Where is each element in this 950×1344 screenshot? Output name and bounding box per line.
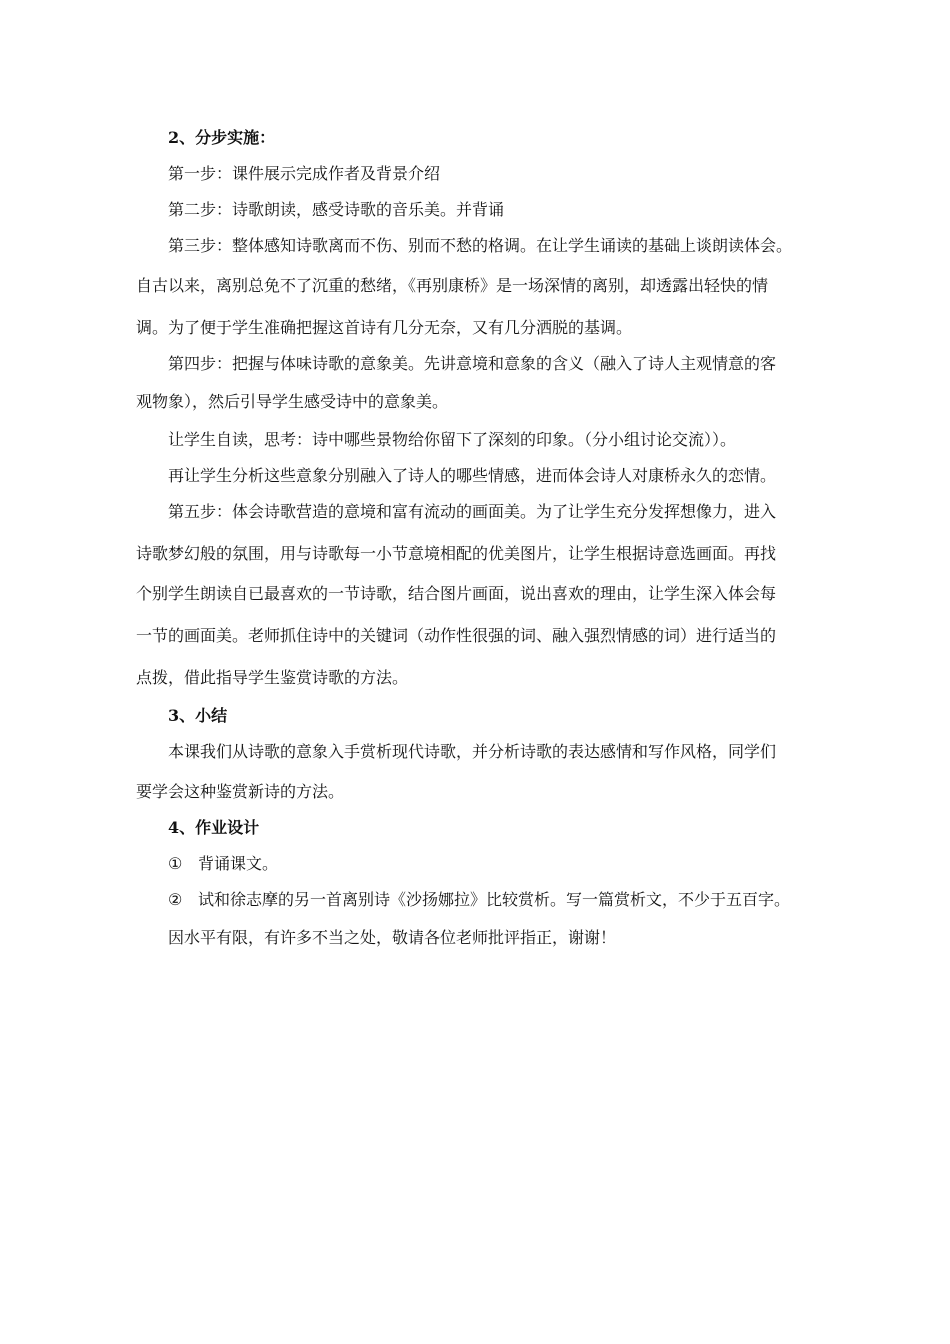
section-heading-implementation: 2、分步实施： [168, 128, 276, 147]
homework-item-text: 试和徐志摩的另一首离别诗《沙扬娜拉》比较赏析。写一篇赏析文，不少于五百字。 [198, 890, 791, 909]
homework-item [168, 890, 816, 910]
paragraph-step-1: 第一步：课件展示完成作者及背景介绍 [168, 164, 441, 183]
homework-item [168, 854, 816, 874]
closing-note: 因水平有限，有许多不当之处，敬请各位老师批评指正，谢谢！ [168, 928, 617, 947]
paragraph-summary-line-1: 本课我们从诗歌的意象入手赏析现代诗歌，并分析诗歌的表达感情和写作风格，同学们 [168, 742, 777, 761]
paragraph-self-reading: 让学生自读，思考：诗中哪些景物给你留下了深刻的印象。（分小组讨论交流））。 [168, 430, 737, 449]
paragraph-step-5-line-2: 诗歌梦幻般的氛围，用与诗歌每一小节意境相配的优美图片，让学生根据诗意选画面。再找 [136, 544, 777, 563]
section-heading-homework: 4、作业设计 [168, 818, 260, 837]
paragraph-step-3-line-1: 第三步：整体感知诗歌离而不伤、别而不愁的格调。在让学生诵读的基础上谈朗读体会。 [168, 236, 793, 255]
paragraph-step-5-line-5: 点拨，借此指导学生鉴赏诗歌的方法。 [136, 668, 409, 687]
paragraph-step-4-line-2: 观物象），然后引导学生感受诗中的意象美。 [136, 392, 449, 411]
homework-item-text: 背诵课文。 [198, 854, 279, 873]
paragraph-analysis: 再让学生分析这些意象分别融入了诗人的哪些情感，进而体会诗人对康桥永久的恋情。 [168, 466, 777, 485]
homework-item-marker: ② [168, 890, 183, 909]
paragraph-step-5-line-4: 一节的画面美。老师抓住诗中的关键词（动作性很强的词、融入强烈情感的词）进行适当的 [136, 626, 777, 645]
paragraph-step-5-line-3: 个别学生朗读自已最喜欢的一节诗歌，结合图片画面，说出喜欢的理由，让学生深入体会每 [136, 584, 777, 603]
section-heading-summary: 3、小结 [168, 706, 228, 725]
homework-item-marker: ① [168, 854, 183, 873]
paragraph-step-2: 第二步：诗歌朗读，感受诗歌的音乐美。并背诵 [168, 200, 505, 219]
paragraph-step-3-line-3: 调。为了便于学生准确把握这首诗有几分无奈，又有几分洒脱的基调。 [136, 318, 633, 337]
paragraph-summary-line-2: 要学会这种鉴赏新诗的方法。 [136, 782, 345, 801]
paragraph-step-3-line-2: 自古以来，离别总免不了沉重的愁绪，《再别康桥》是一场深情的离别，却透露出轻快的情 [136, 276, 769, 295]
paragraph-step-4-line-1: 第四步：把握与体味诗歌的意象美。先讲意境和意象的含义（融入了诗人主观情意的客 [168, 354, 777, 373]
paragraph-step-5-line-1: 第五步：体会诗歌营造的意境和富有流动的画面美。为了让学生充分发挥想像力，进入 [168, 502, 777, 521]
